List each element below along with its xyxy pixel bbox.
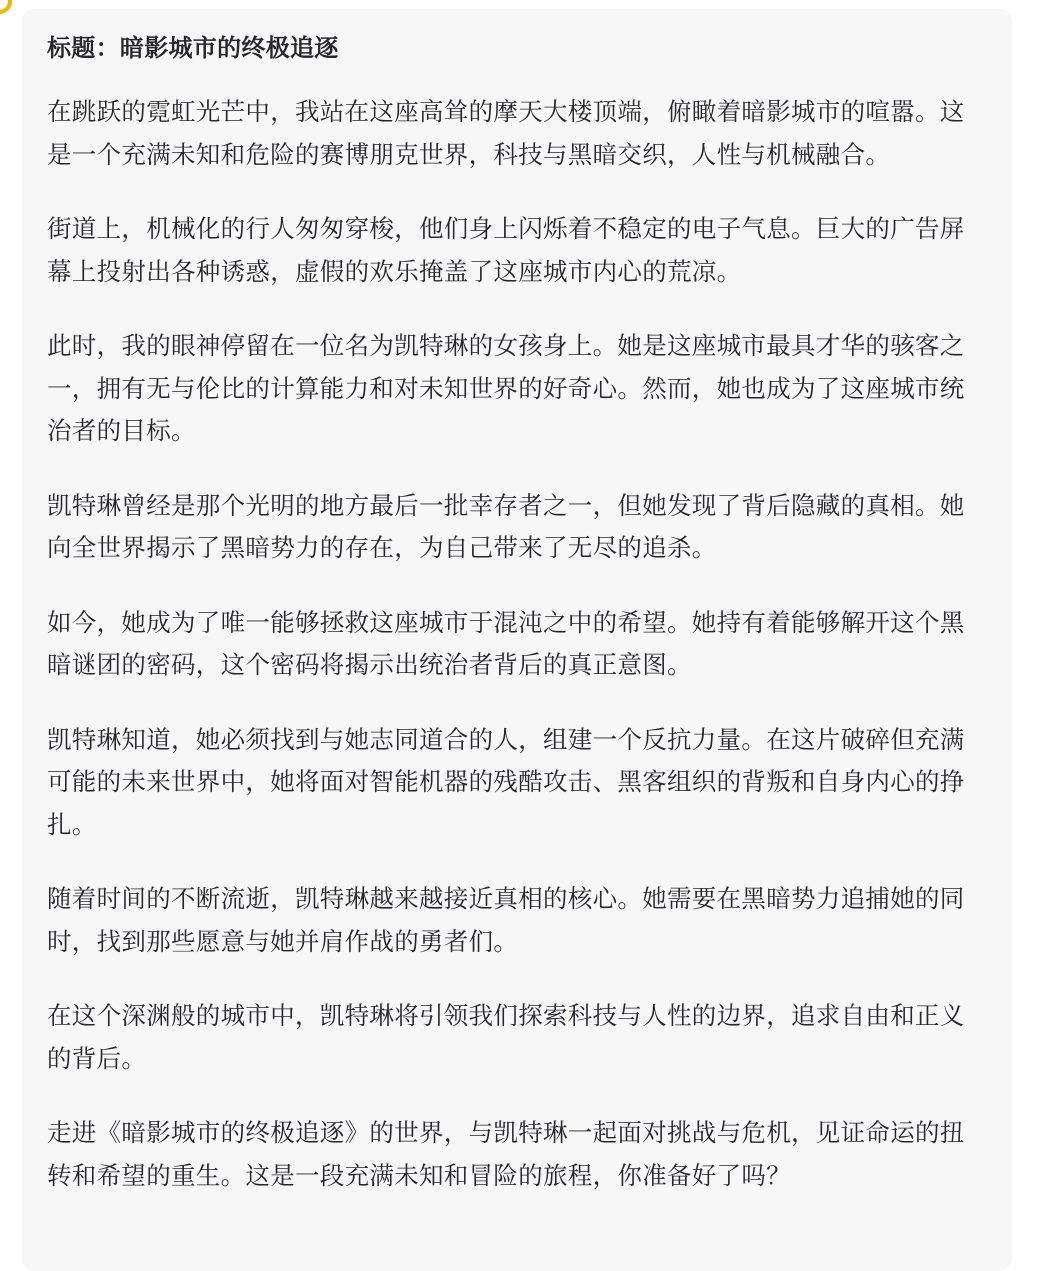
message-title: 标题：暗影城市的终极追逐 [47, 34, 339, 62]
message-paragraph: 随着时间的不断流逝，凯特琳越来越接近真相的核心。她需要在黑暗势力追捕她的同时，找到那些愿意与她并肩作战的勇者们。 [47, 884, 965, 956]
message-paragraph: 在跳跃的霓虹光芒中，我站在这座高耸的摩天大楼顶端，俯瞰着暗影城市的喧嚣。这是一个充满未知和危险的赛博朋克世界，科技与黑暗交织，人性与机械融合。 [47, 97, 965, 169]
message-paragraph: 街道上，机械化的行人匆匆穿梭，他们身上闪烁着不稳定的电子气息。巨大的广告屏幕上投射出各种诱惑，虚假的欢乐掩盖了这座城市内心的荒凉。 [47, 214, 965, 286]
message-paragraph: 在这个深渊般的城市中，凯特琳将引领我们探索科技与人性的边界，追求自由和正义的背后。 [47, 1001, 965, 1073]
message-paragraph: 凯特琳知道，她必须找到与她志同道合的人，组建一个反抗力量。在这片破碎但充满可能的未来世界中，她将面对智能机器的残酷攻击、黑客组织的背叛和自身内心的挣扎。 [47, 724, 965, 839]
message-paragraph: 凯特琳曾经是那个光明的地方最后一批幸存者之一，但她发现了背后隐藏的真相。她向全世界揭示了黑暗势力的存在，为自己带来了无尽的追杀。 [47, 490, 965, 562]
assistant-message [22, 9, 1012, 1271]
message-paragraph: 走进《暗影城市的终极追逐》的世界，与凯特琳一起面对挑战与危机，见证命运的扭转和希望的重生。这是一段充满未知和冒险的旅程，你准备好了吗？ [47, 1118, 965, 1190]
assistant-avatar [0, 0, 12, 14]
message-paragraph: 如今，她成为了唯一能够拯救这座城市于混沌之中的希望。她持有着能够解开这个黑暗谜团的密码，这个密码将揭示出统治者背后的真正意图。 [47, 607, 965, 679]
message-paragraph: 此时，我的眼神停留在一位名为凯特琳的女孩身上。她是这座城市最具才华的骇客之一，拥有无与伦比的计算能力和对未知世界的好奇心。然而，她也成为了这座城市统治者的目标。 [47, 331, 965, 445]
